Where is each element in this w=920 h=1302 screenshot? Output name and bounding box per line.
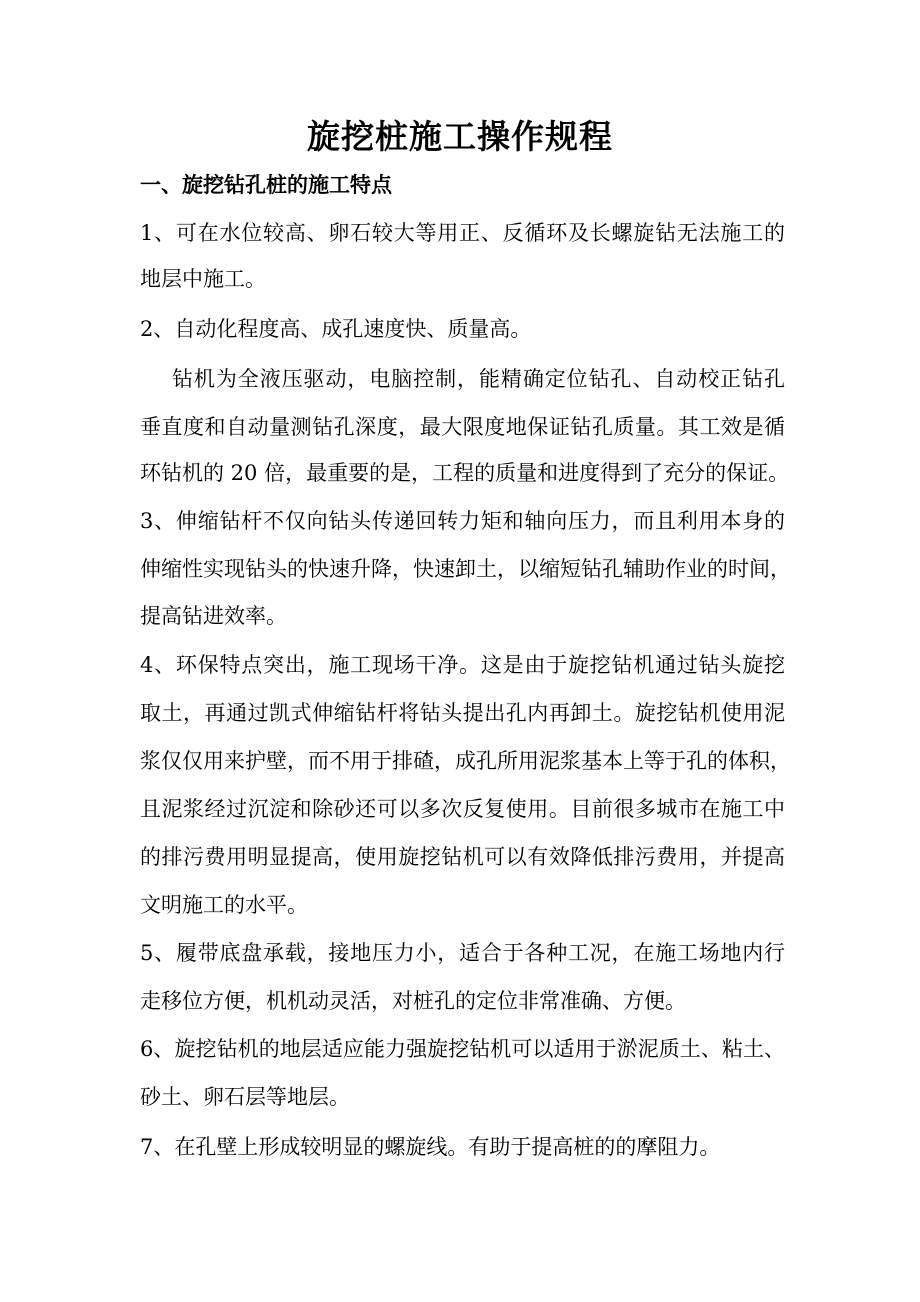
paragraph-line: 地层中施工。	[140, 267, 266, 291]
paragraph-line: 浆仅仅用来护壁，而不用于排碴，成孔所用泥浆基本上等于孔的体积，	[140, 749, 791, 773]
paragraph-line: 文明施工的水平。	[140, 893, 308, 917]
paragraph-line: 4、环保特点突出，施工现场干净。这是由于旋挖钻机通过钻头旋挖	[140, 653, 785, 677]
paragraph-line: 钻机为全液压驱动，电脑控制，能精确定位钻孔、自动校正钻孔	[172, 367, 785, 391]
paragraph-line: 垂直度和自动量测钻孔深度，最大限度地保证钻孔质量。其工效是循	[140, 415, 785, 439]
document-title: 旋挖桩施工操作规程	[307, 117, 613, 156]
paragraph-line: 取土，再通过凯式伸缩钻杆将钻头提出孔内再卸土。旋挖钻机使用泥	[140, 701, 785, 725]
paragraph-line: 5、履带底盘承载，接地压力小，适合于各种工况，在施工场地内行	[140, 941, 785, 965]
paragraph-line: 走移位方便，机机动灵活，对桩孔的定位非常准确、方便。	[140, 989, 686, 1013]
paragraph-line: 且泥浆经过沉淀和除砂还可以多次反复使用。目前很多城市在施工中	[140, 797, 785, 821]
paragraph-line: 提高钻进效率。	[140, 604, 287, 628]
paragraph-line: 3、伸缩钻杆不仅向钻头传递回转力矩和轴向压力，而且利用本身的	[140, 509, 785, 533]
paragraph-line: 伸缩性实现钻头的快速升降，快速卸土，以缩短钻孔辅助作业的时间，	[140, 557, 791, 581]
paragraph-line: 7、在孔壁上形成较明显的螺旋线。有助于提高桩的的摩阻力。	[140, 1135, 721, 1159]
paragraph-line: 环钻机的 20 倍，最重要的是，工程的质量和进度得到了充分的保证。	[140, 461, 790, 485]
section-heading: 一、旋挖钻孔桩的施工特点	[140, 172, 392, 197]
paragraph-line: 的排污费用明显提高，使用旋挖钻机可以有效降低排污费用，并提高	[140, 845, 785, 869]
paragraph-line: 砂土、卵石层等地层。	[140, 1085, 350, 1109]
paragraph-line: 1、可在水位较高、卵石较大等用正、反循环及长螺旋钻无法施工的	[140, 221, 785, 245]
paragraph-line: 6、旋挖钻机的地层适应能力强旋挖钻机可以适用于淤泥质土、粘土、	[140, 1037, 785, 1061]
paragraph-line: 2、自动化程度高、成孔速度快、质量高。	[140, 317, 532, 341]
